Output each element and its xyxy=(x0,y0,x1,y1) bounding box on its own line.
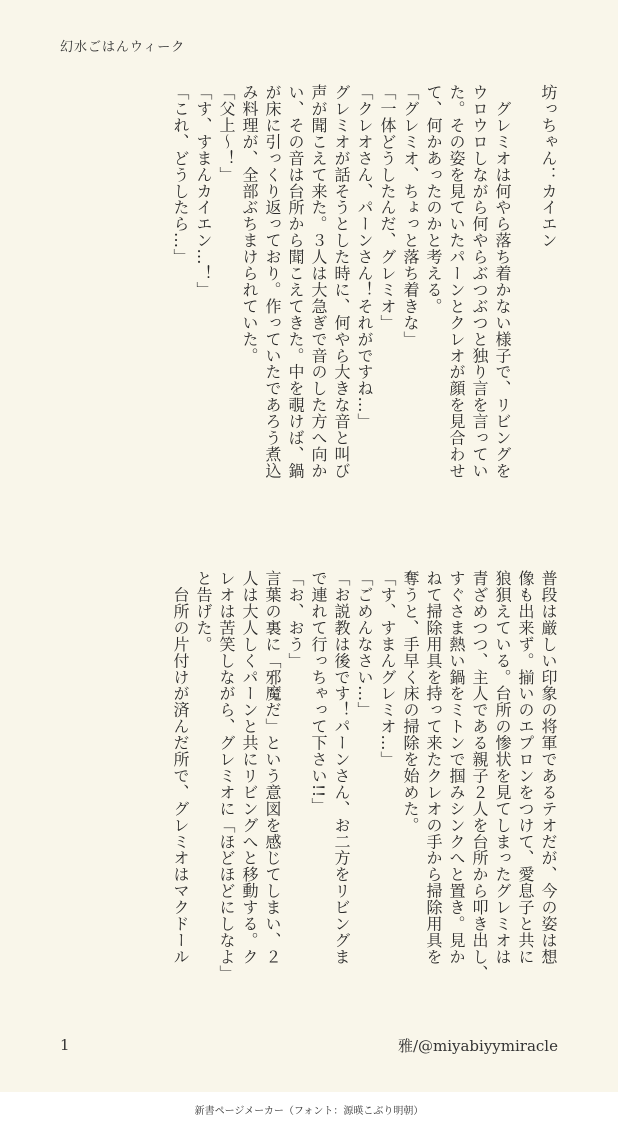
text-line: 「父上〜！」 xyxy=(217,84,236,183)
generator-credit: 新書ページメーカー（フォント：源暎こぶり明朝） xyxy=(0,1092,618,1132)
text-line: グレミオが話そうとした時に、何やら大きな音と叫び xyxy=(332,84,351,479)
text-block-lower xyxy=(169,570,560,1010)
text-line: 狼狽えている。台所の惨状を見てしまったグレミオは xyxy=(493,570,512,965)
text-line: 「ごめんなさい…」 xyxy=(355,570,374,719)
text-line: 言葉の裏に「邪魔だ」という意図を感じてしまい、２ xyxy=(263,570,282,965)
text-line: 「お説教は後です！パーンさん、お二方をリビングま xyxy=(332,570,351,965)
text-line: 「お、おう」 xyxy=(286,570,305,669)
text-line: 「す、すまんカイエン…！」 xyxy=(194,84,213,298)
text-line: 「す、すまんグレミオ…」 xyxy=(378,570,397,768)
text-line: 奪うと、手早く床の掃除を始めた。 xyxy=(401,570,420,834)
text-line: 坊っちゃん：カイエン xyxy=(539,84,558,249)
text-line: て、何かあったのかと考える。 xyxy=(424,84,443,315)
text-line: 青ざめつつ、主人である親子２人を台所から叩き出し、 xyxy=(470,570,489,982)
text-line: と告げた。 xyxy=(194,570,213,653)
text-line: が床に引っくり返っており。作っていたであろう煮込 xyxy=(263,84,282,479)
text-line: 人は大人しくパーンと共にリビングへと移動する。ク xyxy=(240,570,259,965)
text-line: 像も出来ず。揃いのエプロンをつけて、愛息子と共に xyxy=(516,570,535,965)
text-line: 「一体どうしたんだ、グレミオ」 xyxy=(378,84,397,331)
text-line: グレミオは何やら落ち着かない様子で、リビングを xyxy=(493,84,512,479)
text-line: すぐさま熱い鍋をミトンで掴みシンクへと置き。見か xyxy=(447,570,466,965)
text-line: レオは苦笑しながら、グレミオに「ほどほどにしなよ」 xyxy=(217,570,236,982)
text-line: 「クレオさん、パーンさん！それがですね…」 xyxy=(355,84,374,430)
page-number: 1 xyxy=(60,1036,70,1054)
author-credit: 雅/@miyabiyymiracle xyxy=(397,1037,558,1055)
text-block-upper xyxy=(169,84,560,524)
text-line: 普段は厳しい印象の将軍であるテオだが、今の姿は想 xyxy=(539,570,558,965)
text-line: い、その音は台所から聞こえてきた。中を覗けば、鍋 xyxy=(286,84,305,479)
text-line: 台所の片付けが済んだ所で、グレミオはマクドール xyxy=(171,570,190,965)
text-line-blank xyxy=(514,84,537,524)
text-line: で連れて行っちゃって下さい!!」 xyxy=(309,570,328,815)
text-line: ねて掃除用具を持って来たクレオの手から掃除用具を xyxy=(424,570,443,965)
text-line: 「グレミオ、ちょっと落ち着きな」 xyxy=(401,84,420,348)
running-head-title: 幻水ごはんウィーク xyxy=(60,40,186,55)
text-line: ウロウロしながら何やらぶつぶつと独り言を言ってい xyxy=(470,84,489,479)
text-line: み料理が、全部ぶちまけられていた。 xyxy=(240,84,259,364)
text-line: た。その姿を見ていたパーンとクレオが顔を見合わせ xyxy=(447,84,466,479)
text-line: 「これ、どうしたら…」 xyxy=(171,84,190,265)
text-line: 声が聞こえて来た。３人は大急ぎで音のした方へ向か xyxy=(309,84,328,479)
